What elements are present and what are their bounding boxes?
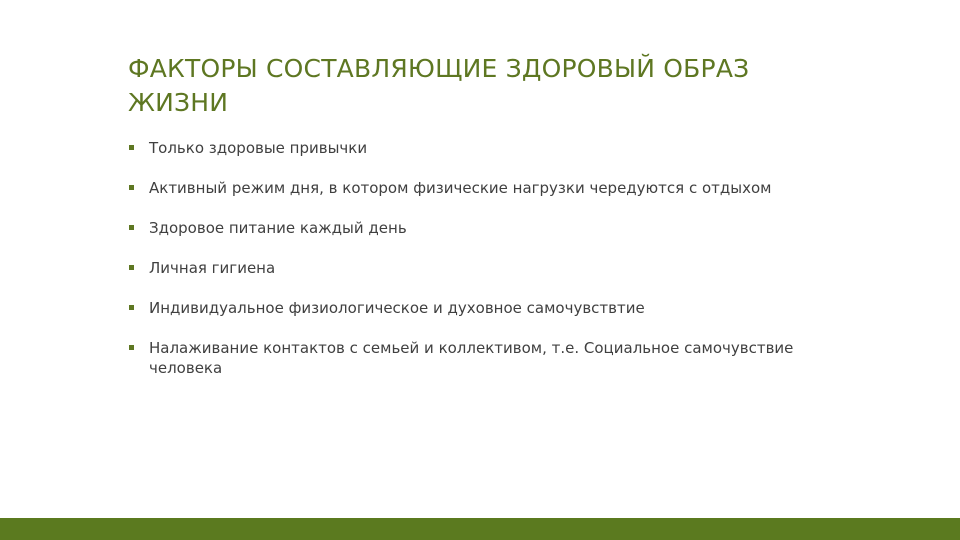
slide-title: ФАКТОРЫ СОСТАВЛЯЮЩИЕ ЗДОРОВЫЙ ОБРАЗ ЖИЗНИ <box>128 54 750 117</box>
square-bullet-icon <box>129 305 134 310</box>
square-bullet-icon <box>129 185 134 190</box>
bullet-text: Здоровое питание каждый день <box>149 219 407 237</box>
bullet-item <box>128 338 848 378</box>
square-bullet-icon <box>129 265 134 270</box>
bullet-item <box>128 178 848 198</box>
square-bullet-icon <box>129 345 134 350</box>
bullet-item <box>128 138 848 158</box>
bullet-list <box>128 138 848 378</box>
bullet-text: Активный режим дня, в котором физические нагрузки чередуются с отдыхом <box>149 179 772 197</box>
bullet-text: Личная гигиена <box>149 259 276 277</box>
bullet-text: Налаживание контактов с семьей и коллективом, т.е. Социальное самочувствие человека <box>149 339 794 377</box>
bottom-accent-bar <box>0 518 960 540</box>
bullet-text: Индивидуальное физиологическое и духовное самочувствтие <box>149 299 645 317</box>
bullet-item <box>128 218 848 238</box>
bullet-item <box>128 258 848 278</box>
bullet-text: Только здоровые привычки <box>149 139 368 157</box>
square-bullet-icon <box>129 145 134 150</box>
square-bullet-icon <box>129 225 134 230</box>
bullet-item <box>128 298 848 318</box>
